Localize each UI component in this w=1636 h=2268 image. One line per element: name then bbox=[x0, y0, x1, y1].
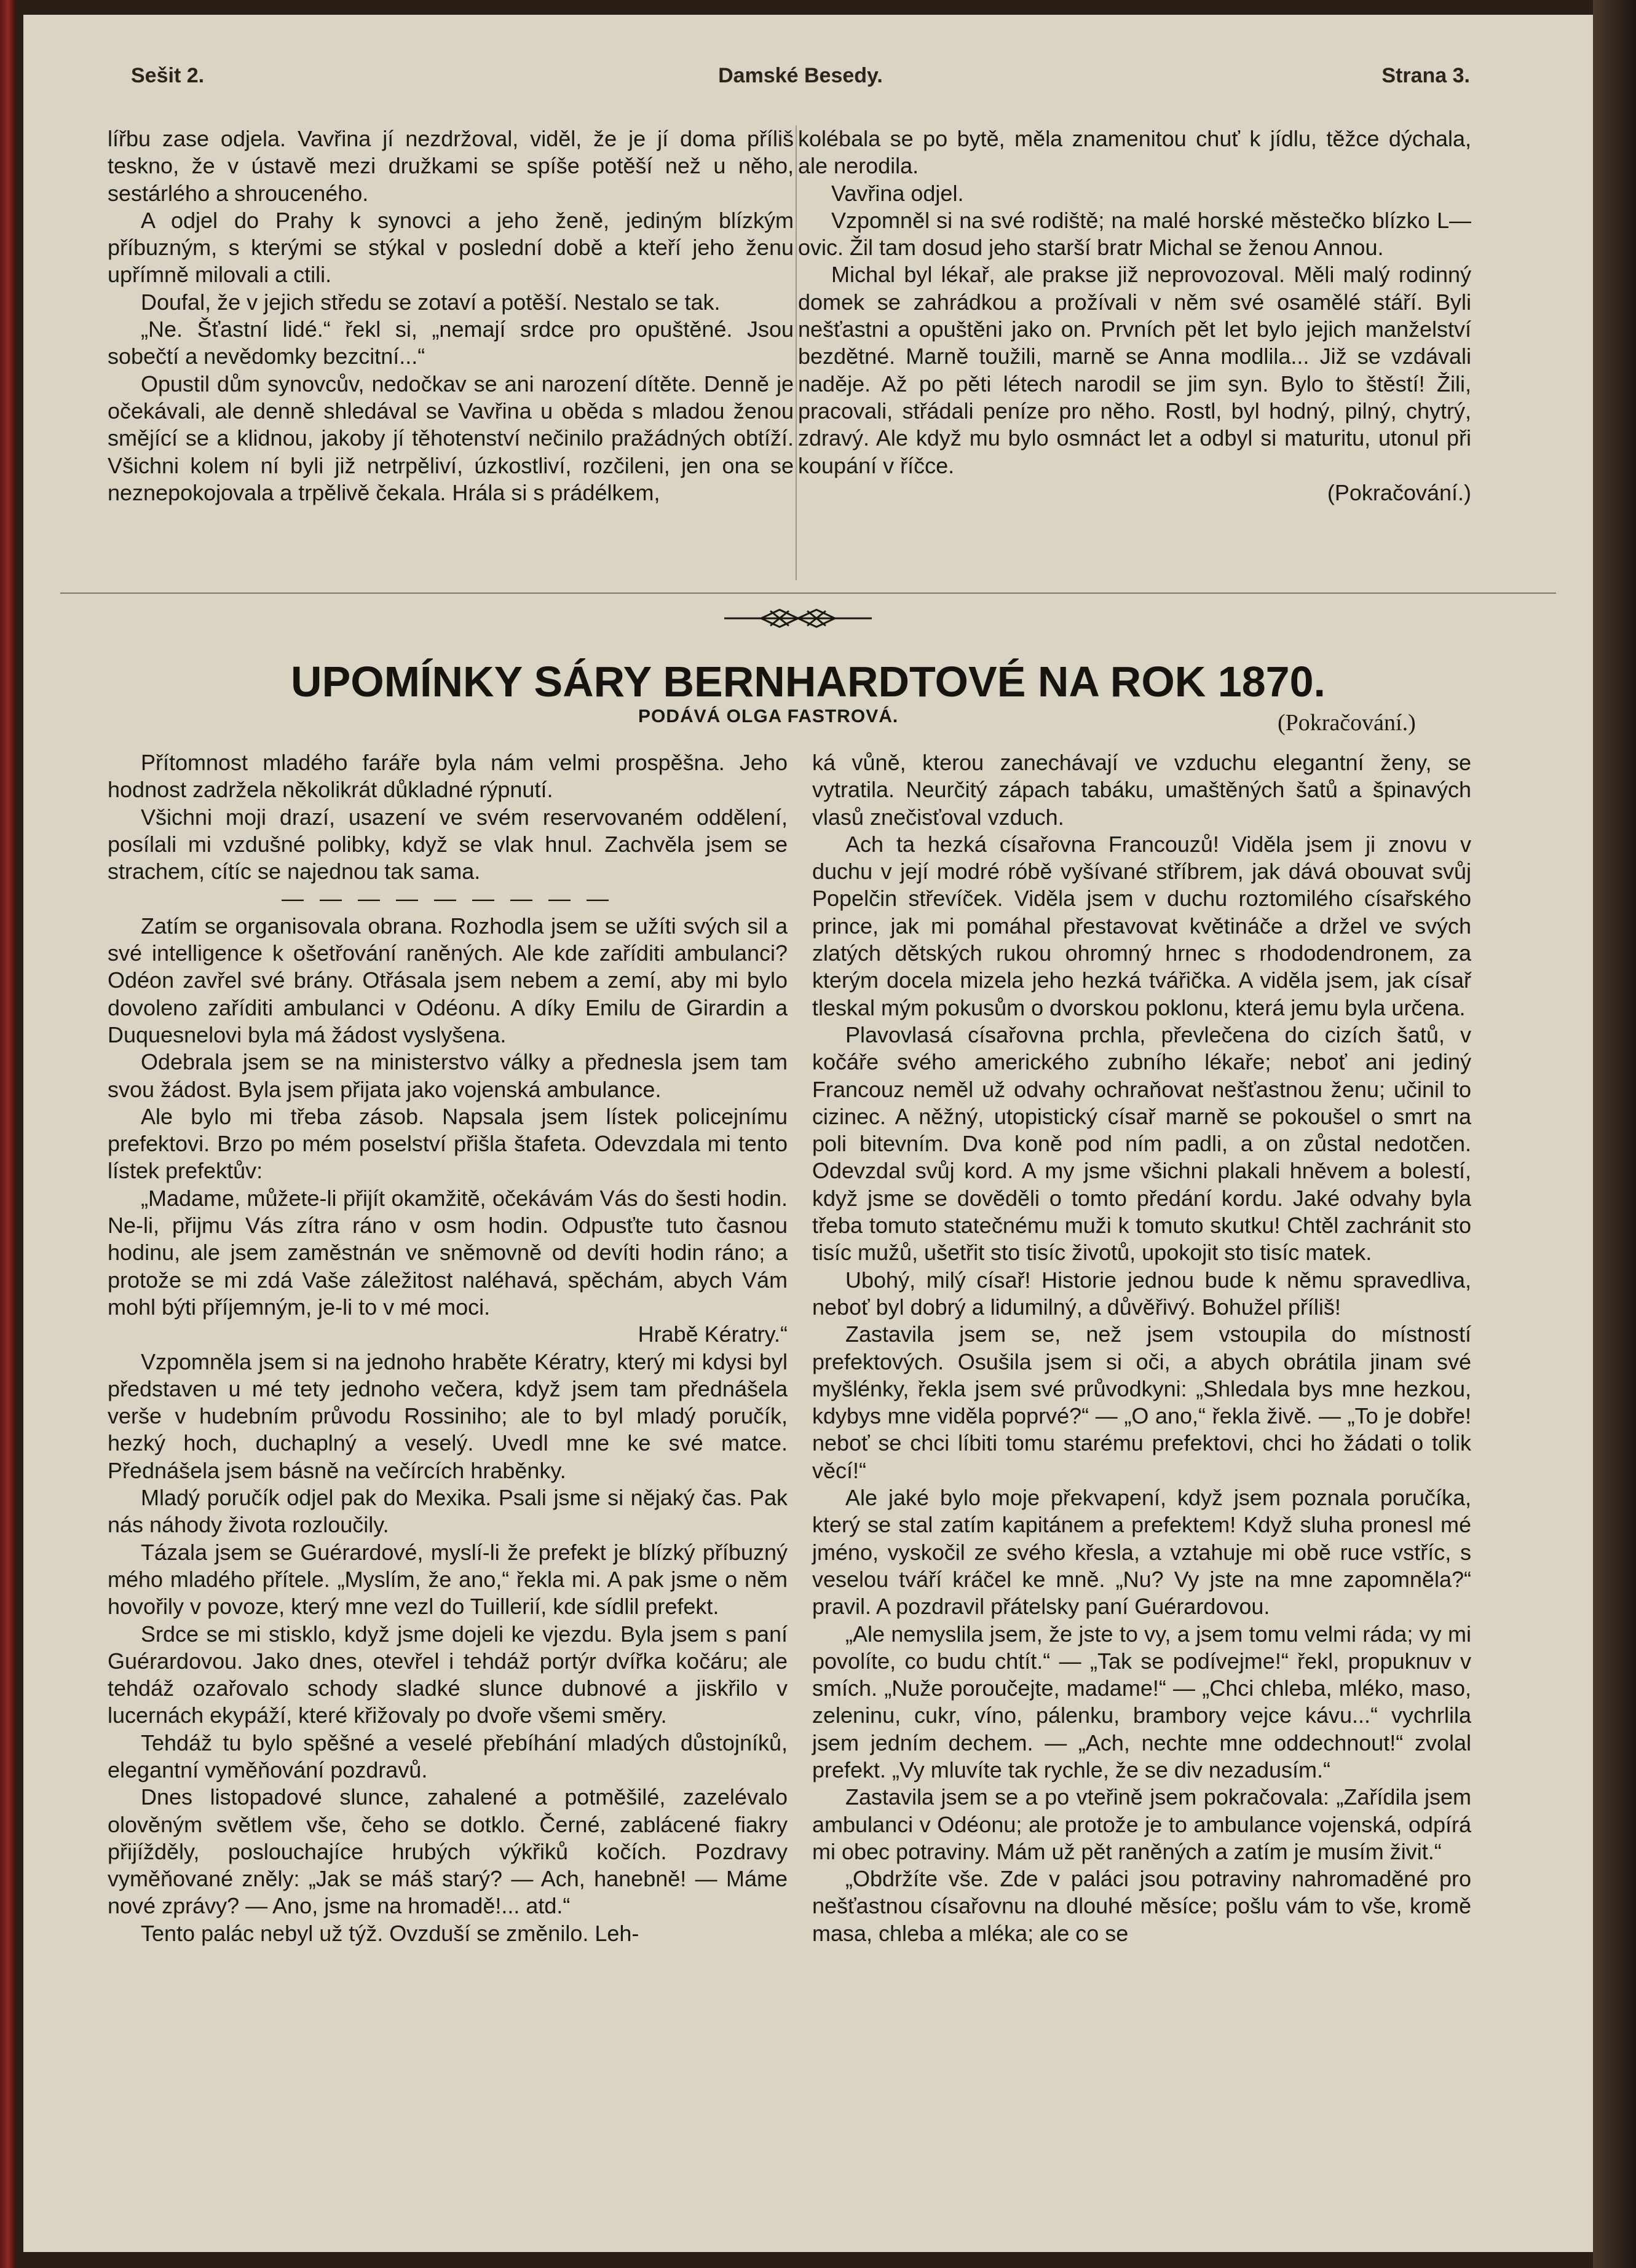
paragraph: Michal byl lékař, ale prakse již neprovozoval. Měli malý rodinný domek se zahrádkou a prožívali v něm své osamělé stáří. Byli nešťastni a opuštěni jako on. Prvních pět let bylo jejich manželství bezdětné. Marně toužili, marně se Anna modlila... Již se vzdávali naděje. Až po pěti létech narodil se jim syn. Bylo to štěstí! Žili, pracovali, střádali peníze pro něho. Rostl, byl hodný, pilný, chytrý, zdravý. Ale když mu bylo osmnáct let a odbyl si maturitu, utonul při koupání v říčce. bbox=[798, 262, 1471, 478]
paragraph: Opustil dům synovcův, nedočkav se ani narození dítěte. Denně je očekávali, ale denně shledával se Vavřina u oběda s mladou ženou smějící se a klidnou, jakoby jí těhotenství nečinilo pražádných obtíží. Všichni kolem ní byli již netrpěliví, úzkostliví, rozčileni, jen ona se neznepokojovala a trpělivě čekala. Hrála si s prádélkem, bbox=[108, 371, 794, 505]
paragraph: „Ale nemyslila jsem, že jste to vy, a jsem tomu velmi ráda; vy mi povolíte, co budu chtít.“ — „Tak se podívejme!“ řekl, propuknuv v smích. „Nuže poroučejte, madame!“ — „Chci chleba, mléko, maso, zeleninu, cukr, víno, pálenku, brambory vejce kávu...“ vychrlila jsem jedním dechem. — „Ach, nechte mne oddechnout!“ zvolal prefekt. „Vy mluvíte tak rychle, že se div nezadusím.“ bbox=[812, 1621, 1471, 1782]
article-column-right bbox=[812, 749, 1471, 1947]
page-edge-shadow bbox=[1593, 0, 1636, 2268]
article-continued-note: (Pokračování.) bbox=[1278, 710, 1416, 736]
paragraph: Vavřina odjel. bbox=[831, 180, 964, 206]
paragraph: Zastavila jsem se, než jsem vstoupila do místností prefektových. Osušila jsem si oči, a abych obrátila jinam své myšlénky, řekla jsem své průvodkyni: „Shledala bys mne hezkou, kdybys mne viděla poprvé?“ — „O ano,“ řekla živě. — „To je dobře! neboť se chci líbiti tomu starému prefektovi, chci ho žádati o tolik věcí!“ bbox=[812, 1321, 1471, 1483]
article-column-left bbox=[108, 749, 788, 1947]
journal-page bbox=[23, 15, 1593, 2252]
issue-number: Sešit 2. bbox=[131, 64, 205, 87]
article-byline: PODÁVÁ OLGA FASTROVÁ. bbox=[638, 706, 899, 726]
story-column-right bbox=[798, 125, 1471, 506]
paragraph: lířbu zase odjela. Vavřina jí nezdržoval, viděl, že je jí doma příliš teskno, že v ústavě mezi družkami se spíše potěší než u něho, sestárlého a shrouceného. bbox=[108, 126, 794, 206]
paragraph: Odebrala jsem se na ministerstvo války a přednesla jsem tam svou žádost. Byla jsem přijata jako vojenská ambulance. bbox=[108, 1049, 788, 1102]
paragraph: Doufal, že v jejich středu se zotaví a potěší. Nestalo se tak. bbox=[141, 289, 721, 315]
paragraph: „Obdržíte vše. Zde v paláci jsou potraviny nahromaděné pro nešťastnou císařovnu na dlouhé měsíce; pošlu vám to vše, kromě masa, chleba a mléka; ale co se bbox=[812, 1866, 1471, 1946]
section-break: — — — — — — — — — bbox=[281, 886, 614, 912]
section-rule bbox=[60, 593, 1556, 594]
paragraph: Tehdáž tu bylo spěšné a veselé přebíhání mladých důstojníků, elegantní vyměňování pozdravů. bbox=[108, 1730, 788, 1782]
letter-signature: Hrabě Kératry.“ bbox=[638, 1321, 788, 1347]
paragraph: Zastavila jsem se a po vteřině jsem pokračovala: „Zařídila jsem ambulanci v Odéonu; ale protože je to ambulance vojenská, odpírá mi obec potraviny. Mám už pět raněných a zatím je musím živit.“ bbox=[812, 1784, 1471, 1864]
running-header bbox=[131, 64, 1470, 95]
paragraph: Vzpomněla jsem si na jednoho hraběte Kératry, který mi kdysi byl představen u mé tety jednoho večera, když jsem tam přednášela verše v hudebním průvodu Rossiniho; ale to byl mladý poručík, hezký hoch, duchaplný a veselý. Uvedl mne ke své matce. Přednášela jsem básně na večírcích hraběnky. bbox=[108, 1349, 788, 1483]
paragraph: Tento palác nebyl už týž. Ovzduší se změnilo. Leh- bbox=[141, 1920, 639, 1946]
paragraph: Zatím se organisovala obrana. Rozhodla jsem se užíti svých sil a své intelligence k ošetřování raněných. Ale kde zaříditi ambulanci? Odéon zavřel své brány. Otřásala jsem nebem a zemí, aby mi bylo dovoleno zaříditi ambulanci v Odéonu. A díky Emilu de Girardin a Duquesnelovi byla má žádost vyslyšena. bbox=[108, 913, 788, 1047]
book-binding bbox=[0, 0, 16, 2268]
paragraph: Tázala jsem se Guérardové, myslí-li že prefekt je blízký příbuzný mého mladého přítele. „Myslím, že ano,“ řekla mi. A pak jsme o něm hovořily v povoze, který mne vezl do Tuillerií, kde sídlil prefekt. bbox=[108, 1539, 788, 1620]
paragraph: Ale jaké bylo moje překvapení, když jsem poznala poručíka, který se stal zatím kapitánem a prefektem! Když sluha pronesl mé jméno, vyskočil ze svého křesla, a vztahuje mi obě ruce vstříc, s veselou tváří kráčel ke mně. „Nu? Vy jste na mne zapomněla?“ pravil. A pozdravil přátelsky paní Guérardovou. bbox=[812, 1485, 1471, 1620]
paragraph: Ach ta hezká císařovna Francouzů! Viděla jsem ji znovu v duchu v její modré róbě vyšívané stříbrem, jak dává obouvat svůj Popelčin střevíček. Viděla jsem v duchu roztomilého císařského prince, jak mi pomáhal přestavovat květináče a držel ve svých zlatých dětských rukou ohromný hrnec s rhododendronem, za kterým docela mizela jeho hezká tvářička. A viděla jsem, jak císař tleskal mým pokusům o dvorskou poklonu, která jemu byla určena. bbox=[812, 831, 1471, 1020]
paragraph: Všichni moji drazí, usazení ve svém reservovaném oddělení, posílali mi vzdušné polibky, když se vlak hnul. Zachvěla jsem se strachem, cítíc se najednou tak sama. bbox=[108, 804, 788, 884]
paragraph: Vzpomněl si na své rodiště; na malé horské městečko blízko L—ovic. Žil tam dosud jeho starší bratr Michal se ženou Annou. bbox=[798, 207, 1471, 261]
paragraph: Ale bylo mi třeba zásob. Napsala jsem lístek policejnímu prefektovi. Brzo po mém poselství přišla štafeta. Odevzdala mi tento lístek prefektův: bbox=[108, 1103, 788, 1184]
paragraph: „Ne. Šťastní lidé.“ řekl si, „nemají srdce pro opuštěné. Jsou sobečtí a nevědomky bezcitní...“ bbox=[108, 317, 794, 369]
paragraph: ká vůně, kterou zanechávají ve vzduchu elegantní ženy, se vytratila. Neurčitý zápach tabáku, umaštěných šatů a špinavých vlasů znečisťoval vzduch. bbox=[812, 750, 1471, 830]
continued-note: (Pokračování.) bbox=[1327, 479, 1471, 505]
paragraph: Přítomnost mladého faráře byla nám velmi prospěšna. Jeho hodnost zadržela několikrát důkladné rýpnutí. bbox=[108, 750, 788, 803]
paragraph: Ubohý, milý císař! Historie jednou bude k němu spravedliva, neboť byl dobrý a lidumilný, a důvěřivý. Bohužel příliš! bbox=[812, 1267, 1471, 1320]
paragraph: kolébala se po bytě, měla znamenitou chuť k jídlu, těžce dýchala, ale nerodila. bbox=[798, 126, 1471, 179]
ornament-divider bbox=[724, 606, 872, 631]
quoted-letter: „Madame, můžete-li přijít okamžitě, očekávám Vás do šesti hodin. Ne-li, přijmu Vás zítra ráno v osm hodin. Odpusťte tuto časnou hodinu, ale jsem zaměstnán ve sněmovně od devíti hodin ráno; a protože se mi zdá Vaše záležitost naléhavá, spěchám, abych Vám mohl býti příjemným, je-li to v mé moci. bbox=[108, 1185, 788, 1320]
paragraph: Mladý poručík odjel pak do Mexika. Psali jsme si nějaký čas. Pak nás náhody života rozloučily. bbox=[108, 1485, 788, 1538]
page-number: Strana 3. bbox=[1381, 64, 1470, 87]
paragraph: Srdce se mi stisklo, když jsme dojeli ke vjezdu. Byla jsem s paní Guérardovou. Jako dnes, otevřel i tehdáž portýr dvířka kočáru; ale tehdáž ozařovalo schody sladké slunce dubnové a jiskřilo v lucernách ekypáží, které křižovaly po dvoře všemi směry. bbox=[108, 1621, 788, 1728]
journal-title: Damské Besedy. bbox=[718, 64, 883, 87]
paragraph: Plavovlasá císařovna prchla, převlečena do cizích šatů, v kočáře svého amerického zubního lékaře; neboť ani jediný Francouz neměl už odvahy ochraňovat nešťastnou ženu; učinil to cizinec. A něžný, utopistický císař marně se pokoušel o smrt na poli bitevním. Dva koně pod ním padli, a on zůstal nedotčen. Odevzdal svůj kord. A my jsme všichni plakali hněvem a bolestí, když jsme se dověděli o tomto předání kordu. Jaké odvahy byla třeba tomuto statečnému muži k tomuto skutku! Chtěl zachránit sto tisíc mužů, ušetřit sto tisíc životů, upokojit sto tisíc matek. bbox=[812, 1022, 1471, 1266]
paragraph: Dnes listopadové slunce, zahalené a potměšilé, zazelévalo olověným světlem vše, čeho se dotklo. Černé, zablácené fiakry přijížděly, poslouchajíce hrubých výkřiků kočích. Pozdravy vyměňované zněly: „Jak se máš starý? — Ach, hanebně! — Máme nové zprávy? — Ano, jsme na hromadě!... atd.“ bbox=[108, 1784, 788, 1919]
column-divider bbox=[796, 125, 797, 580]
story-column-left bbox=[108, 125, 794, 506]
article-title: UPOMÍNKY SÁRY BERNHARDTOVÉ NA ROK 1870. bbox=[291, 658, 1326, 706]
paragraph: A odjel do Prahy k synovci a jeho ženě, jediným blízkým příbuzným, s kterými se stýkal v poslední době a kteří jeho ženu upřímně milovali a ctili. bbox=[108, 207, 794, 288]
